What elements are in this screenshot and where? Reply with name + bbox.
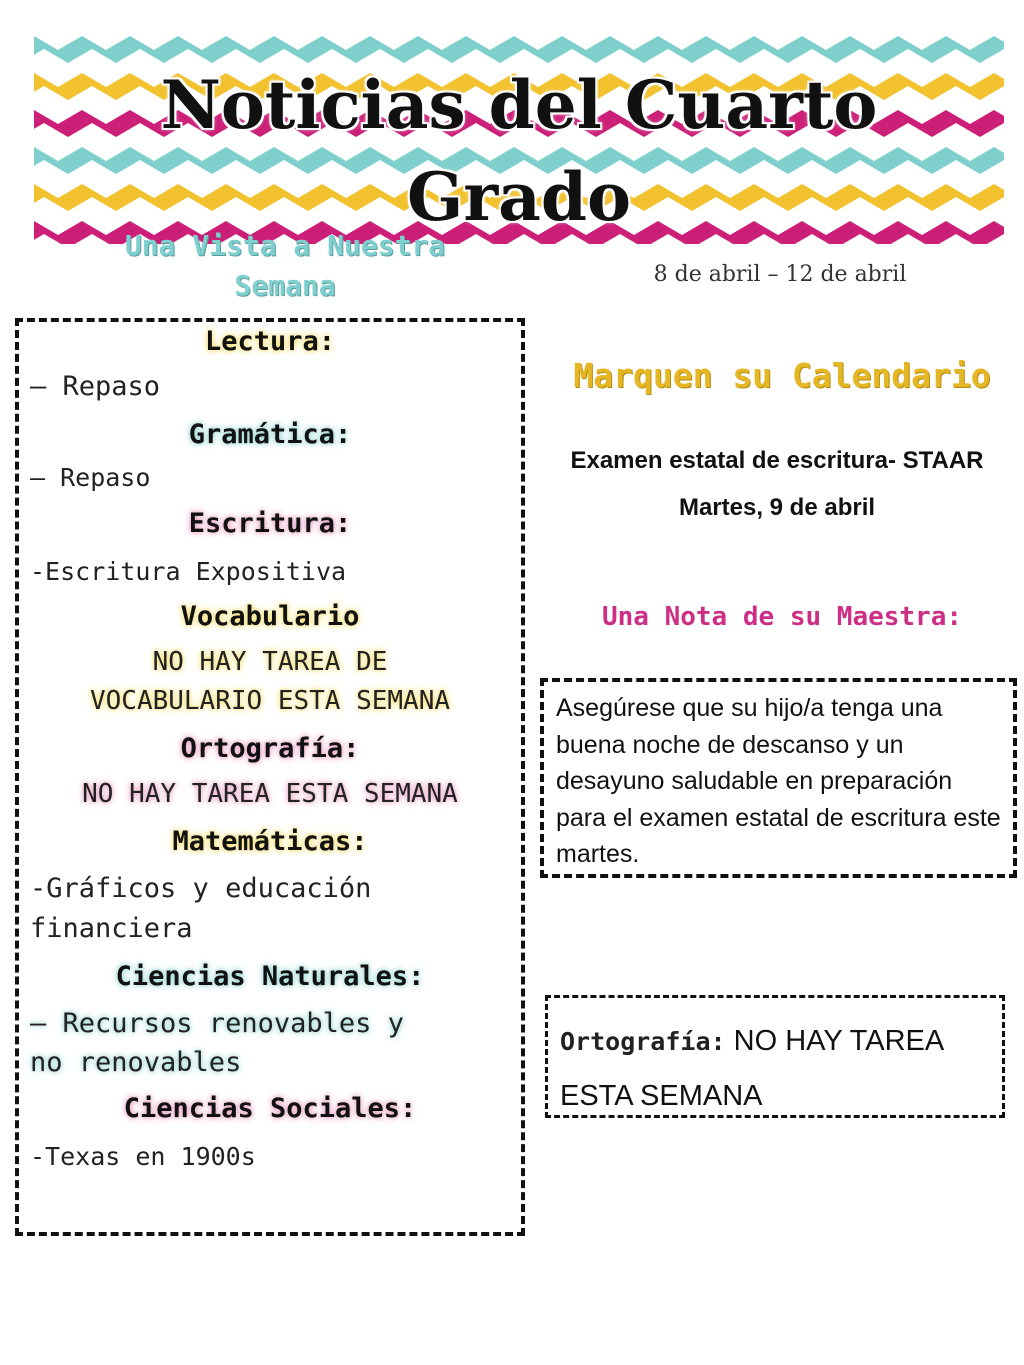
calendar-date: Martes, 9 de abril [678, 494, 876, 521]
spelling-note-box [545, 995, 1005, 1118]
newsletter-title-line-2: Grado [406, 158, 632, 236]
heading-escritura: Escritura: [188, 508, 352, 539]
newsletter-title-line-1: Noticias del Cuarto [160, 66, 878, 144]
matematicas-line-2: financiera [30, 913, 193, 944]
teacher-note-text: Asegúrese que su hijo/a tenga una buena noche de descanso y un desayuno saludable en preparación para el examen estatal de escritura este martes. [556, 694, 1001, 868]
ortografia-line-1: NO HAY TAREA ESTA SEMANA [82, 779, 458, 809]
calendar-heading: Marquen su Calendario [573, 356, 991, 395]
ciencias-naturales-line-2: no renovables [30, 1047, 242, 1078]
teacher-note-heading: Una Nota de su Maestra: [601, 602, 963, 632]
week-title-line-2: Semana [234, 269, 336, 302]
date-range: 8 de abril – 12 de abril [653, 262, 907, 287]
ciencias-naturales-line-1: – Recursos renovables y [30, 1008, 404, 1039]
item-escritura: -Escritura Expositiva [30, 557, 347, 586]
chevron-banner [34, 22, 1004, 244]
matematicas-line-1: -Gráficos y educación [30, 873, 372, 904]
week-title-line-1: Una Vista a Nuestra [124, 229, 446, 262]
vocabulario-line-1: NO HAY TAREA DE [152, 647, 388, 677]
teacher-note-box [540, 678, 1017, 878]
chevron-stripe [34, 36, 1004, 63]
spelling-note-text: NO HAY TAREA ESTA SEMANA [560, 1025, 943, 1112]
item-lectura: – Repaso [30, 371, 161, 402]
vocabulario-line-2: VOCABULARIO ESTA SEMANA [89, 686, 451, 716]
heading-matematicas: Matemáticas: [172, 826, 368, 857]
item-gramatica: – Repaso [30, 463, 151, 492]
spelling-note-label: Ortografía: [560, 1027, 726, 1056]
heading-ortografia: Ortografía: [180, 733, 360, 764]
heading-ciencias-sociales: Ciencias Sociales: [123, 1093, 417, 1124]
heading-gramatica: Gramática: [188, 419, 352, 450]
heading-ciencias-naturales: Ciencias Naturales: [115, 961, 425, 992]
item-ciencias-sociales: -Texas en 1900s [30, 1142, 256, 1171]
calendar-event: Examen estatal de escritura- STAAR [570, 447, 984, 474]
heading-lectura: Lectura: [204, 326, 336, 357]
heading-vocabulario: Vocabulario [180, 601, 360, 632]
